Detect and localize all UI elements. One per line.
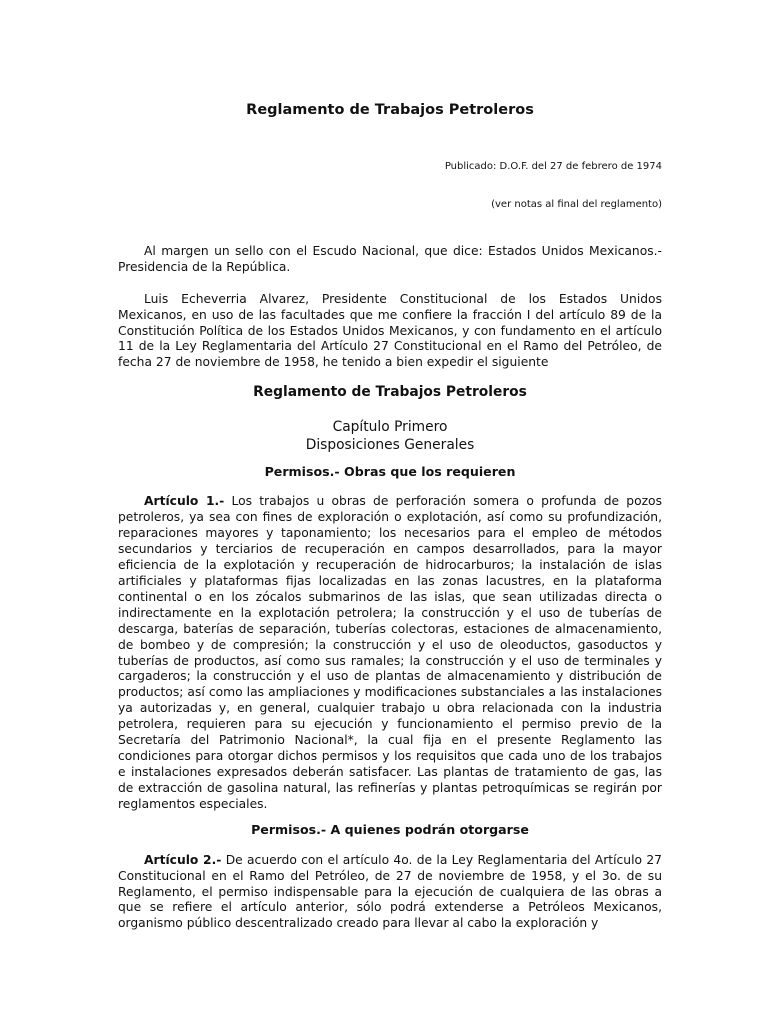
article-1-label: Artículo 1.- xyxy=(144,494,225,508)
notes-reference: (ver notas al final del reglamento) xyxy=(491,199,662,210)
section-heading-permits-works: Permisos.- Obras que los requieren xyxy=(264,464,516,479)
intro-paragraph: Al margen un sello con el Escudo Nacional, que dice: Estados Unidos Mexicanos.- Presidencia de la República. xyxy=(118,244,662,274)
article-1 xyxy=(118,494,662,813)
chapter-number: Capítulo Primero xyxy=(332,419,448,435)
article-2-text: De acuerdo con el artículo 4o. de la Ley Reglamentaria del Artículo 27 Constitucional en el Ramo del Petróleo, de 27 de noviembre de 1958, y el 3o. de su Reglamento, el permiso indispensable para la ejecución de cualquiera de las obras a que se refiere el artículo anterior, sólo podrá extenderse a Petróleos Mexicanos, organismo público descentralizado creado para llevar al cabo la exploración y xyxy=(118,853,662,931)
chapter-heading xyxy=(118,418,662,454)
article-2-label: Artículo 2.- xyxy=(144,853,222,867)
article-1-text: Los trabajos u obras de perforación somera o profunda de pozos petroleros, ya sea con fines de exploración o explotación, así como su profundización, reparaciones mayores y taponamiento; los necesarios para el empleo de métodos secundarios y terciarios de recuperación en campos desarrollados, para la mayor eficiencia de la explotación y recuperación de hidrocarburos; la instalación de islas artificiales y plataformas fijas localizadas en las zonas lacustres, en la plataforma continental o en los zócalos submarinos de las islas, que sean utilizadas directa o indirectamente en la explotación petrolera; la construcción y el uso de tuberías de descarga, baterías de separación, tuberías colectoras, estaciones de almacenamiento, de bombeo y de compresión; la construcción y el uso de oleoductos, gasoductos y tuberías de productos, así como sus ramales; la construcción y el uso de terminales y cargaderos; la construcción y el uso de plantas de almacenamiento y distribución de productos; así como las ampliaciones y modificaciones substanciales a las instalaciones ya autorizadas y, en general, cualquier trabajo u obra relacionada con la industria petrolera, requieren para su ejecución y funcionamiento el permiso previo de la Secretaría del Patrimonio Nacional*, la cual fija en el presente Reglamento las condiciones para otorgar dichos permisos y los requisitos que cada uno de los trabajos e instalaciones expresados deberán satisfacer. Las plantas de tratamiento de gas, las de extracción de gasolina natural, las refinerías y plantas petroquímicas se regirán por reglamentos especiales. xyxy=(118,494,662,812)
section-heading-permits-grantees: Permisos.- A quienes podrán otorgarse xyxy=(251,822,529,837)
chapter-subtitle: Disposiciones Generales xyxy=(305,437,475,453)
document-page xyxy=(118,0,662,1024)
article-2 xyxy=(118,853,662,932)
publication-date: Publicado: D.O.F. del 27 de febrero de 1974 xyxy=(444,161,662,172)
decree-paragraph: Luis Echeverria Alvarez, Presidente Constitucional de los Estados Unidos Mexicanos, en uso de las facultades que me confiere la fracción I del artículo 89 de la Constitución Política de los Estados Unidos Mexicanos, y con fundamento en el artículo 11 de la Ley Reglamentaria del Artículo 27 Constitucional en el Ramo del Petróleo, de fecha 27 de noviembre de 1958, he tenido a bien expedir el siguiente xyxy=(118,292,662,370)
regulation-title: Reglamento de Trabajos Petroleros xyxy=(253,384,527,400)
document-title: Reglamento de Trabajos Petroleros xyxy=(246,102,534,118)
